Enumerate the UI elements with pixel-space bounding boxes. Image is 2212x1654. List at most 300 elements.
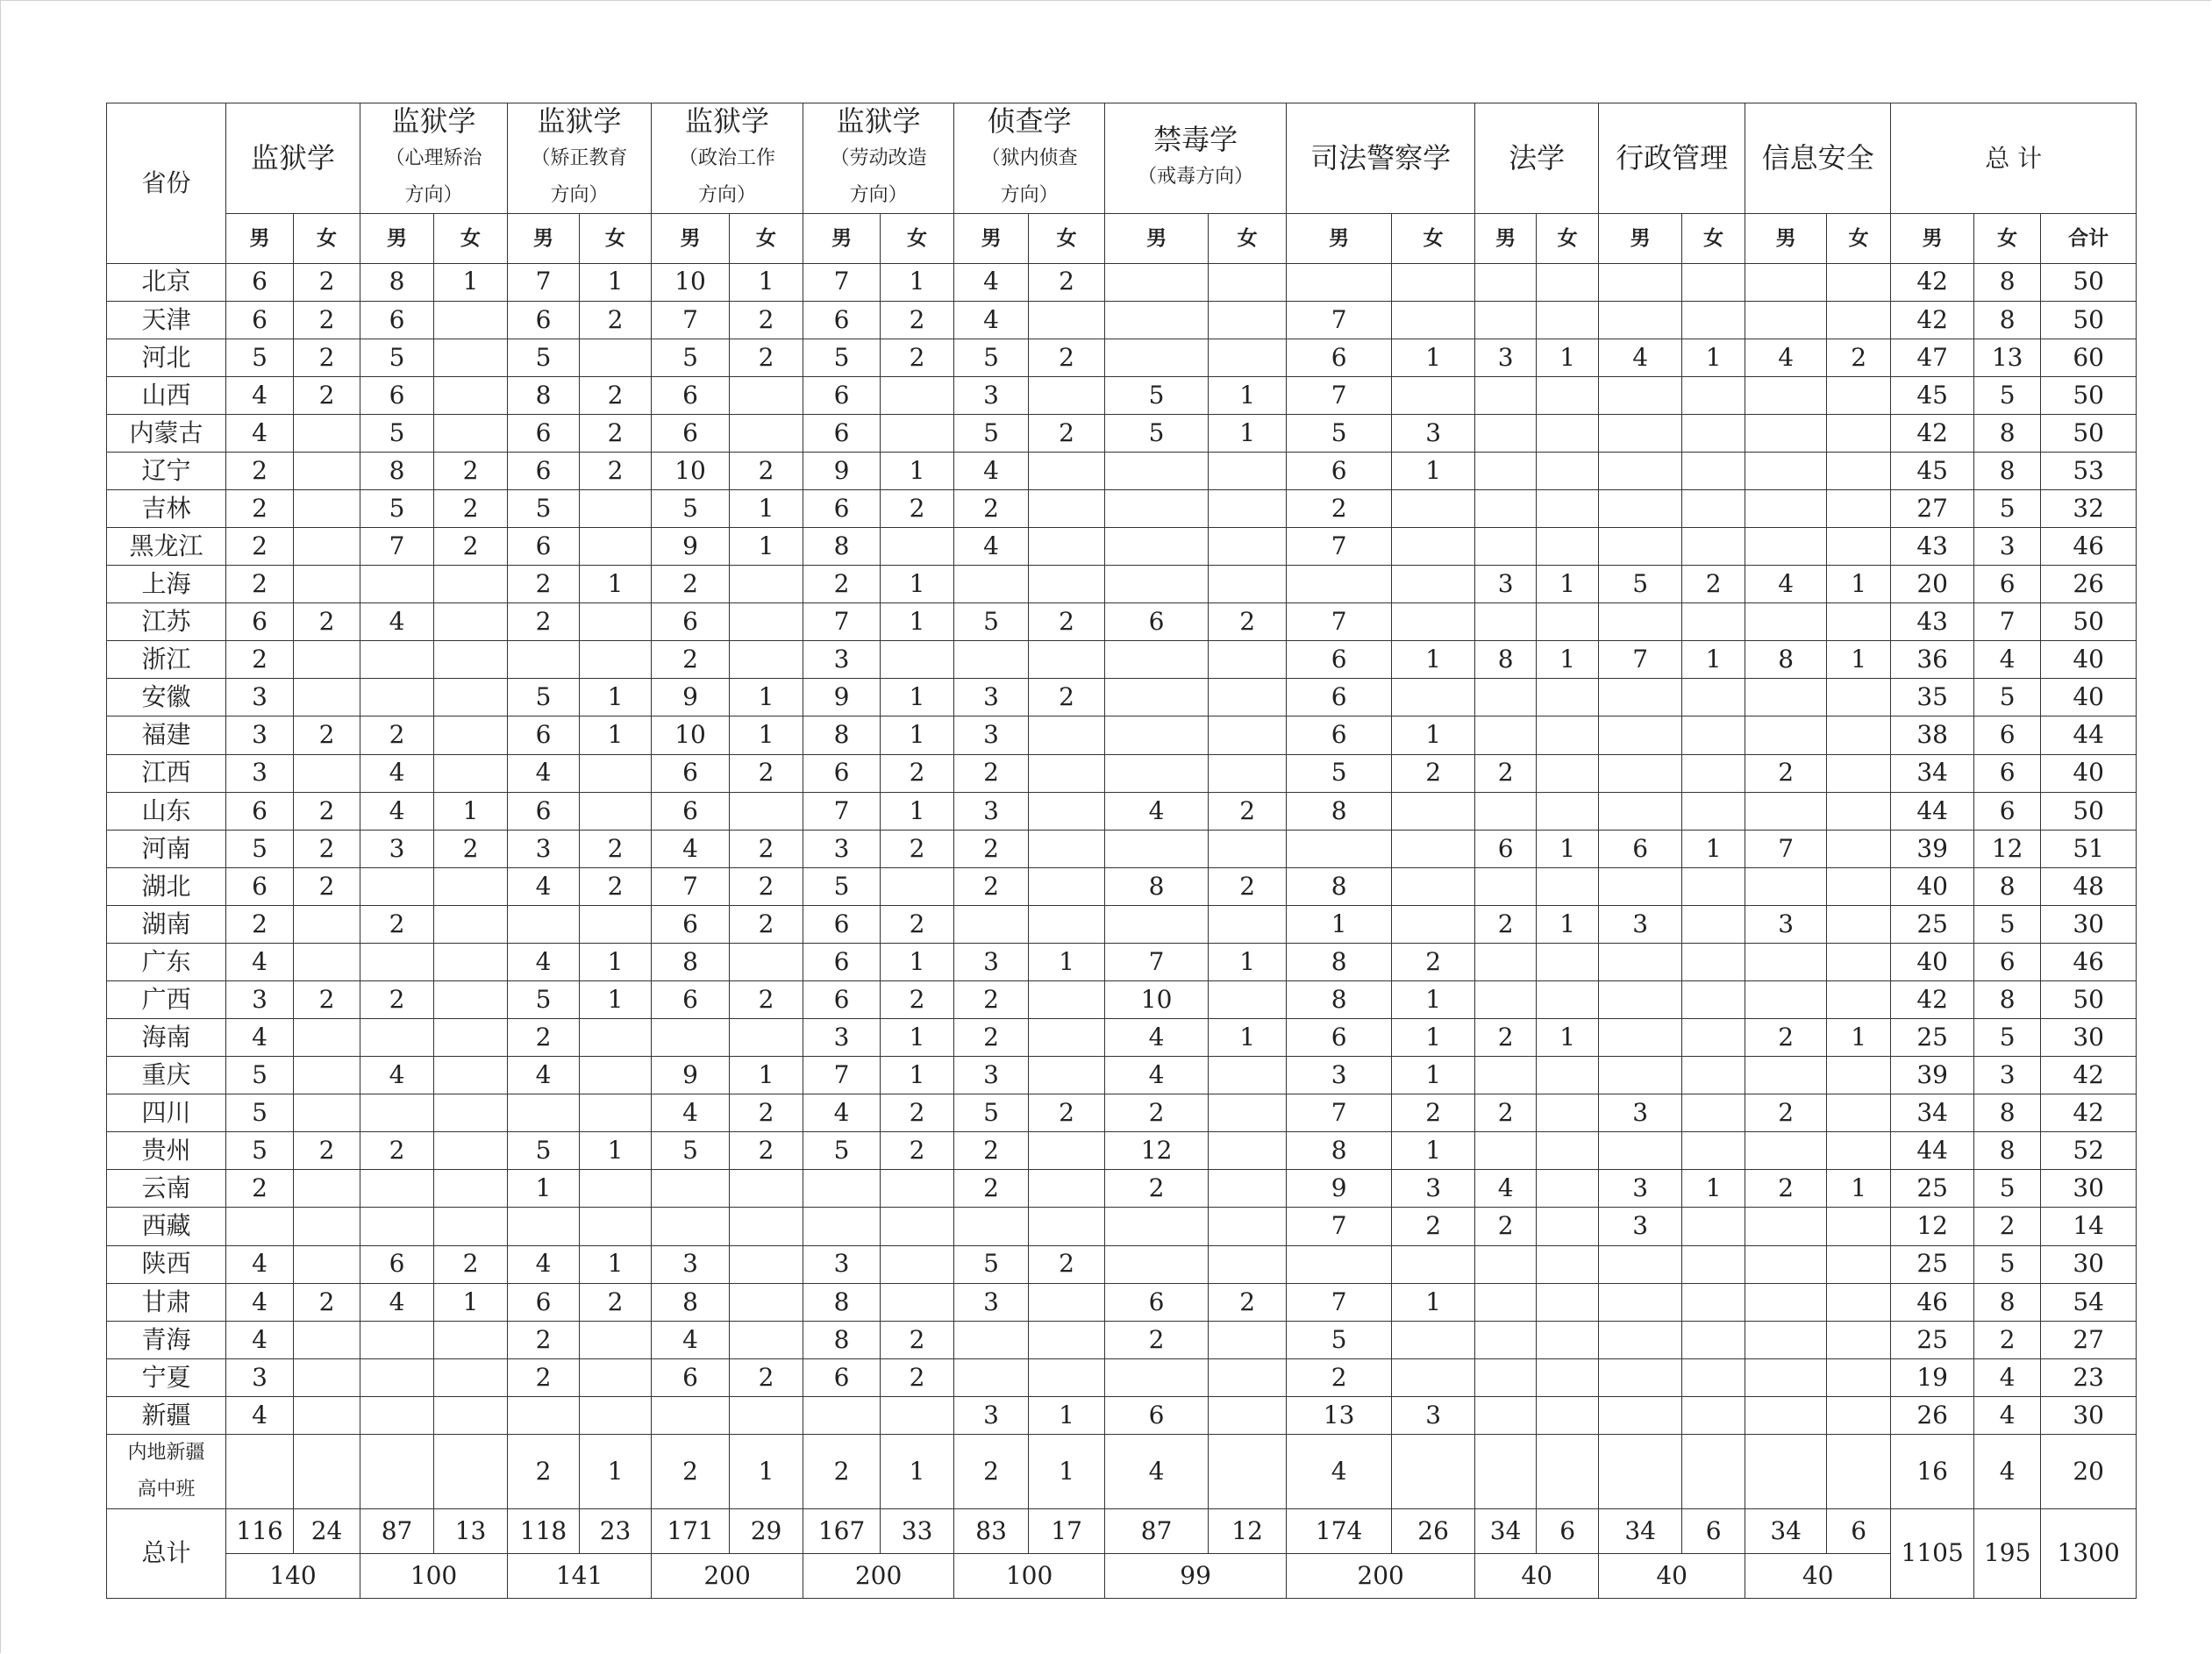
quota-cell [360, 1358, 434, 1396]
quota-cell [360, 1396, 434, 1434]
quota-cell [1209, 566, 1287, 603]
quota-cell: 2 [294, 376, 360, 414]
quota-cell: 3 [803, 641, 881, 679]
quota-cell: 6 [1105, 603, 1209, 641]
quota-cell [1827, 1094, 1891, 1132]
quota-cell: 2 [226, 528, 294, 566]
quota-cell: 2 [1475, 754, 1537, 792]
male-header: 男 [508, 214, 580, 263]
quota-cell: 2 [652, 1434, 730, 1508]
quota-cell: 2 [1029, 1094, 1105, 1132]
quota-cell: 4 [360, 792, 434, 830]
quota-cell [580, 339, 652, 376]
quota-cell: 50 [2041, 792, 2137, 830]
quota-cell: 5 [954, 1094, 1029, 1132]
total-by-gender-cell: 87 [360, 1508, 434, 1553]
province-name: 陕西 [107, 1245, 226, 1283]
total-by-major-cell: 200 [1287, 1553, 1475, 1598]
province-row [107, 489, 2137, 527]
quota-cell [954, 1321, 1029, 1358]
province-name: 湖南 [107, 905, 226, 943]
quota-cell: 6 [1974, 716, 2041, 754]
province-row [107, 263, 2137, 301]
province-name: 贵州 [107, 1132, 226, 1170]
quota-cell: 54 [2041, 1283, 2137, 1321]
quota-cell [580, 528, 652, 566]
quota-cell [1599, 1434, 1682, 1508]
quota-cell [730, 603, 803, 641]
quota-cell: 5 [226, 830, 294, 867]
quota-cell [1682, 905, 1745, 943]
quota-cell: 5 [508, 981, 580, 1019]
quota-cell [360, 679, 434, 716]
quota-cell: 35 [1891, 679, 1974, 716]
quota-cell [954, 641, 1029, 679]
quota-cell: 1 [730, 716, 803, 754]
quota-cell: 12 [1891, 1208, 1974, 1245]
quota-cell: 8 [803, 1283, 881, 1321]
quota-cell: 3 [954, 679, 1029, 716]
quota-cell: 2 [803, 566, 881, 603]
quota-cell [434, 716, 508, 754]
quota-cell [1682, 528, 1745, 566]
quota-cell [1599, 301, 1682, 339]
quota-cell: 8 [1974, 1094, 2041, 1132]
quota-cell: 2 [294, 792, 360, 830]
quota-cell [1029, 1019, 1105, 1057]
quota-cell [1287, 830, 1392, 867]
quota-cell [803, 1208, 881, 1245]
quota-cell [1029, 1208, 1105, 1245]
quota-cell: 50 [2041, 603, 2137, 641]
quota-cell [1745, 603, 1827, 641]
province-row [107, 754, 2137, 792]
quota-cell: 6 [1974, 943, 2041, 980]
quota-cell [1029, 716, 1105, 754]
quota-cell: 6 [360, 376, 434, 414]
province-row [107, 1132, 2137, 1170]
quota-cell: 4 [226, 414, 294, 452]
quota-cell: 3 [508, 830, 580, 867]
quota-cell: 7 [652, 301, 730, 339]
quota-cell: 53 [2041, 452, 2137, 489]
quota-cell: 2 [1974, 1208, 2041, 1245]
quota-cell [881, 414, 954, 452]
quota-cell: 42 [2041, 1094, 2137, 1132]
quota-cell [294, 1245, 360, 1283]
quota-cell [1599, 1358, 1682, 1396]
quota-cell [1287, 263, 1392, 301]
quota-cell [434, 1321, 508, 1358]
quota-cell: 5 [360, 339, 434, 376]
quota-cell: 2 [1287, 1358, 1392, 1396]
province-name: 山西 [107, 376, 226, 414]
total-by-gender-cell: 118 [508, 1508, 580, 1553]
quota-cell [580, 1358, 652, 1396]
quota-cell: 3 [1475, 339, 1537, 376]
quota-cell: 2 [1745, 1170, 1827, 1208]
province-name [107, 1434, 226, 1508]
quota-cell [1209, 1057, 1287, 1094]
quota-cell: 7 [803, 263, 881, 301]
quota-cell [1475, 1396, 1537, 1434]
quota-cell [434, 1358, 508, 1396]
quota-cell: 5 [803, 867, 881, 905]
quota-cell [1537, 1132, 1599, 1170]
quota-cell: 3 [1745, 905, 1827, 943]
quota-cell: 30 [2041, 1019, 2137, 1057]
quota-cell [1475, 301, 1537, 339]
quota-cell: 52 [2041, 1132, 2137, 1170]
grand-total-cell: 195 [1974, 1508, 2041, 1598]
quota-cell: 6 [508, 301, 580, 339]
quota-cell [1537, 489, 1599, 527]
quota-cell: 8 [652, 1283, 730, 1321]
quota-cell: 2 [730, 754, 803, 792]
quota-cell: 43 [1891, 603, 1974, 641]
quota-cell: 2 [508, 603, 580, 641]
province-row [107, 641, 2137, 679]
female-header: 女 [580, 214, 652, 263]
total-by-major-cell: 40 [1475, 1553, 1599, 1598]
quota-cell [580, 1057, 652, 1094]
quota-cell: 5 [508, 339, 580, 376]
quota-cell [1537, 1170, 1599, 1208]
quota-cell: 2 [1029, 339, 1105, 376]
quota-cell: 2 [881, 339, 954, 376]
quota-cell [580, 489, 652, 527]
quota-cell: 9 [652, 528, 730, 566]
quota-cell [1475, 1057, 1537, 1094]
quota-cell [1209, 339, 1287, 376]
major-header: 司法警察学 [1287, 103, 1475, 214]
quota-cell [1029, 489, 1105, 527]
quota-cell [434, 603, 508, 641]
quota-cell [580, 905, 652, 943]
quota-cell: 6 [803, 905, 881, 943]
quota-cell [1682, 1321, 1745, 1358]
quota-cell [434, 566, 508, 603]
quota-cell: 42 [1891, 414, 1974, 452]
quota-cell: 2 [954, 489, 1029, 527]
quota-cell: 6 [508, 1283, 580, 1321]
quota-cell [730, 943, 803, 980]
quota-cell: 39 [1891, 1057, 1974, 1094]
quota-cell [1827, 1283, 1891, 1321]
province-name: 广西 [107, 981, 226, 1019]
quota-cell [580, 1321, 652, 1358]
quota-cell: 6 [508, 414, 580, 452]
province-name: 安徽 [107, 679, 226, 716]
quota-cell [1745, 1245, 1827, 1283]
quota-cell: 8 [1287, 981, 1392, 1019]
quota-cell: 6 [652, 414, 730, 452]
major-header: 法学 [1475, 103, 1599, 214]
quota-cell [360, 1434, 434, 1508]
quota-cell [1682, 943, 1745, 980]
quota-cell: 2 [434, 830, 508, 867]
quota-cell: 13 [1287, 1396, 1392, 1434]
quota-cell: 9 [652, 1057, 730, 1094]
quota-cell: 2 [1105, 1321, 1209, 1358]
quota-cell: 8 [803, 716, 881, 754]
quota-cell [1029, 905, 1105, 943]
quota-cell [803, 1170, 881, 1208]
quota-cell: 4 [1599, 339, 1682, 376]
quota-cell: 7 [1974, 603, 2041, 641]
quota-cell: 2 [803, 1434, 881, 1508]
quota-cell: 2 [1392, 1094, 1475, 1132]
quota-cell: 9 [1287, 1170, 1392, 1208]
province-name: 吉林 [107, 489, 226, 527]
quota-cell: 26 [2041, 566, 2137, 603]
quota-cell [1029, 1057, 1105, 1094]
quota-cell: 4 [652, 1094, 730, 1132]
quota-cell [1745, 1358, 1827, 1396]
province-row [107, 1245, 2137, 1283]
quota-cell [1827, 489, 1891, 527]
province-name: 辽宁 [107, 452, 226, 489]
quota-cell: 3 [360, 830, 434, 867]
quota-cell: 4 [508, 754, 580, 792]
quota-cell: 2 [294, 1283, 360, 1321]
quota-cell [1029, 1358, 1105, 1396]
major-header: 禁毒学 （戒毒方向） [1105, 103, 1287, 214]
quota-cell: 2 [434, 1245, 508, 1283]
quota-cell [434, 981, 508, 1019]
quota-cell: 2 [360, 905, 434, 943]
quota-cell: 4 [1745, 566, 1827, 603]
quota-cell: 50 [2041, 263, 2137, 301]
quota-cell: 6 [652, 1358, 730, 1396]
quota-cell [1682, 1208, 1745, 1245]
quota-cell: 13 [1974, 339, 2041, 376]
quota-cell [1745, 452, 1827, 489]
quota-cell: 1 [881, 1019, 954, 1057]
total-by-major-cell: 99 [1105, 1553, 1287, 1598]
quota-cell [1392, 1358, 1475, 1396]
quota-cell [1537, 1321, 1599, 1358]
quota-cell: 60 [2041, 339, 2137, 376]
quota-cell: 50 [2041, 414, 2137, 452]
quota-cell: 6 [1974, 792, 2041, 830]
quota-cell: 10 [652, 263, 730, 301]
quota-cell [1745, 679, 1827, 716]
quota-cell: 6 [226, 867, 294, 905]
province-row [107, 414, 2137, 452]
quota-cell: 3 [803, 1019, 881, 1057]
quota-cell [1537, 1208, 1599, 1245]
quota-cell [1599, 414, 1682, 452]
quota-cell [881, 1208, 954, 1245]
quota-cell [1475, 452, 1537, 489]
quota-cell [508, 1094, 580, 1132]
quota-cell: 1 [1827, 1019, 1891, 1057]
quota-cell: 1 [1209, 943, 1287, 980]
quota-cell: 47 [1891, 339, 1974, 376]
female-header: 女 [1029, 214, 1105, 263]
male-header: 男 [954, 214, 1029, 263]
quota-cell: 3 [954, 716, 1029, 754]
quota-cell: 4 [226, 943, 294, 980]
quota-cell [1745, 1396, 1827, 1434]
quota-cell: 3 [226, 679, 294, 716]
quota-cell: 2 [881, 1321, 954, 1358]
male-header: 男 [226, 214, 294, 263]
quota-cell: 1 [881, 263, 954, 301]
quota-cell [1537, 867, 1599, 905]
quota-cell [1827, 792, 1891, 830]
quota-cell: 1 [1209, 1019, 1287, 1057]
total-by-gender-cell: 13 [434, 1508, 508, 1553]
quota-cell: 5 [226, 1094, 294, 1132]
quota-cell: 6 [1974, 754, 2041, 792]
total-by-major-cell: 100 [954, 1553, 1105, 1598]
quota-cell: 44 [2041, 716, 2137, 754]
quota-cell: 2 [1029, 414, 1105, 452]
quota-cell: 8 [1974, 414, 2041, 452]
total-by-major-cell: 40 [1745, 1553, 1891, 1598]
quota-cell: 2 [1682, 566, 1745, 603]
total-by-gender-cell: 6 [1827, 1508, 1891, 1553]
quota-cell: 3 [1599, 1094, 1682, 1132]
quota-cell [1745, 301, 1827, 339]
quota-cell: 2 [881, 981, 954, 1019]
quota-cell: 6 [1105, 1396, 1209, 1434]
quota-cell: 1 [1392, 1132, 1475, 1170]
quota-cell: 8 [1974, 1283, 2041, 1321]
quota-cell: 2 [954, 830, 1029, 867]
quota-cell [1827, 452, 1891, 489]
quota-cell: 2 [580, 376, 652, 414]
quota-cell [1682, 603, 1745, 641]
quota-cell: 16 [1891, 1434, 1974, 1508]
quota-cell: 42 [1891, 263, 1974, 301]
quota-cell [1475, 489, 1537, 527]
quota-cell: 5 [954, 603, 1029, 641]
quota-cell [1209, 452, 1287, 489]
quota-cell: 40 [2041, 679, 2137, 716]
quota-cell: 4 [226, 1321, 294, 1358]
quota-cell [1599, 716, 1682, 754]
major-header: 监狱学 （劳动改造 方向） [803, 103, 954, 214]
quota-cell: 3 [1392, 1396, 1475, 1434]
quota-cell [1537, 528, 1599, 566]
quota-cell: 1 [730, 528, 803, 566]
quota-cell: 1 [580, 679, 652, 716]
quota-cell [1209, 1132, 1287, 1170]
province-name: 青海 [107, 1321, 226, 1358]
quota-cell [434, 1170, 508, 1208]
quota-cell: 5 [508, 1132, 580, 1170]
quota-cell [508, 905, 580, 943]
quota-cell: 8 [1974, 263, 2041, 301]
quota-cell [1682, 1019, 1745, 1057]
quota-cell: 6 [1287, 641, 1392, 679]
quota-cell [1682, 1094, 1745, 1132]
quota-cell: 2 [1745, 1019, 1827, 1057]
quota-cell [1209, 489, 1287, 527]
quota-cell: 2 [1475, 1094, 1537, 1132]
female-header: 女 [294, 214, 360, 263]
quota-cell [1827, 1057, 1891, 1094]
total-by-gender-cell: 17 [1029, 1508, 1105, 1553]
province-row [107, 339, 2137, 376]
quota-cell: 5 [226, 1057, 294, 1094]
total-by-major-cell: 200 [803, 1553, 954, 1598]
quota-cell [294, 754, 360, 792]
quota-cell: 4 [1745, 339, 1827, 376]
male-header: 男 [1105, 214, 1209, 263]
quota-cell: 6 [1287, 339, 1392, 376]
quota-cell: 4 [954, 301, 1029, 339]
quota-cell: 4 [508, 867, 580, 905]
quota-cell: 1 [730, 679, 803, 716]
quota-cell [1475, 1132, 1537, 1170]
quota-cell [1682, 1132, 1745, 1170]
quota-cell: 39 [1891, 830, 1974, 867]
quota-cell [1209, 1434, 1287, 1508]
quota-cell [1287, 1245, 1392, 1283]
quota-cell: 2 [881, 1094, 954, 1132]
province-row [107, 1208, 2137, 1245]
total-by-gender-cell: 23 [580, 1508, 652, 1553]
quota-cell [434, 1057, 508, 1094]
quota-cell [954, 566, 1029, 603]
quota-cell: 2 [1287, 489, 1392, 527]
quota-cell: 2 [954, 1434, 1029, 1508]
quota-cell: 2 [881, 830, 954, 867]
quota-cell [1827, 376, 1891, 414]
quota-cell: 4 [1105, 1057, 1209, 1094]
quota-cell [434, 1208, 508, 1245]
quota-cell: 6 [1475, 830, 1537, 867]
quota-cell [1392, 263, 1475, 301]
quota-cell [1827, 716, 1891, 754]
quota-cell [1537, 1396, 1599, 1434]
quota-cell [434, 641, 508, 679]
quota-cell: 46 [2041, 528, 2137, 566]
quota-cell: 1 [1537, 830, 1599, 867]
quota-cell: 2 [1475, 1208, 1537, 1245]
quota-cell: 4 [360, 603, 434, 641]
quota-cell [294, 905, 360, 943]
quota-cell: 6 [803, 376, 881, 414]
quota-cell [730, 1283, 803, 1321]
quota-cell [1392, 867, 1475, 905]
totals-label: 总计 [107, 1508, 226, 1598]
quota-cell: 4 [1974, 1358, 2041, 1396]
quota-cell [434, 943, 508, 980]
quota-cell [1745, 981, 1827, 1019]
quota-cell [1537, 679, 1599, 716]
quota-cell: 3 [226, 1358, 294, 1396]
quota-cell: 2 [226, 452, 294, 489]
quota-cell [226, 1434, 294, 1508]
major-header: 监狱学 （心理矫治 方向） [360, 103, 508, 214]
female-header: 女 [881, 214, 954, 263]
province-header: 省份 [107, 103, 226, 264]
quota-cell: 8 [1974, 867, 2041, 905]
quota-cell [1209, 1245, 1287, 1283]
quota-cell: 44 [1891, 1132, 1974, 1170]
province-name: 天津 [107, 301, 226, 339]
quota-cell [1682, 452, 1745, 489]
total-by-gender-cell: 33 [881, 1508, 954, 1553]
quota-cell: 2 [294, 830, 360, 867]
province-name: 江西 [107, 754, 226, 792]
quota-cell [1287, 566, 1392, 603]
